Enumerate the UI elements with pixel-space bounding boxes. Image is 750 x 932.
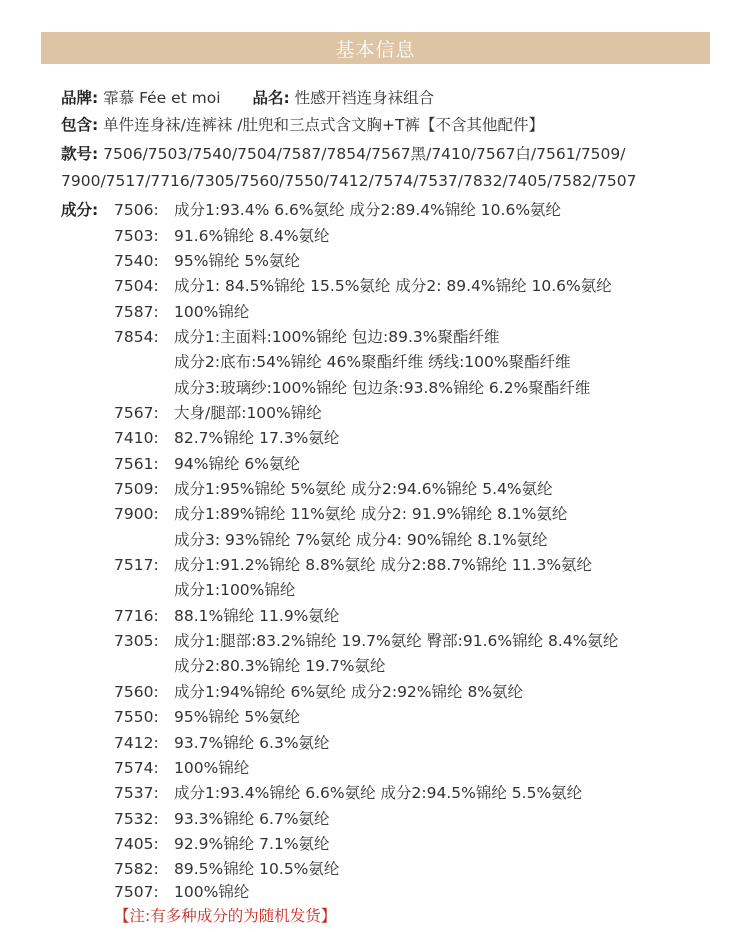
composition-text: 成分1: 84.5%锦纶 15.5%氨纶 成分2: 89.4%锦纶 10.6%氨纶 bbox=[174, 277, 612, 295]
composition-row bbox=[114, 274, 612, 299]
composition-row bbox=[114, 857, 339, 882]
composition-row bbox=[114, 680, 523, 705]
composition-row bbox=[114, 553, 592, 578]
composition-row bbox=[114, 604, 339, 629]
composition-text: 94%锦纶 6%氨纶 bbox=[174, 455, 300, 473]
models-label: 款号: bbox=[61, 145, 99, 163]
composition-row bbox=[114, 401, 322, 426]
composition-row bbox=[114, 452, 300, 477]
product-name-value: 性感开裆连身袜组合 bbox=[294, 89, 435, 107]
model-code: 7854: bbox=[114, 328, 159, 346]
composition-text: 100%锦纶 bbox=[174, 759, 250, 777]
section-title: 基本信息 bbox=[335, 38, 416, 61]
composition-text: 成分1:主面料:100%锦纶 包边:89.3%聚酯纤维 bbox=[174, 328, 500, 346]
composition-text: 成分1:89%锦纶 11%氨纶 成分2: 91.9%锦纶 8.1%氨纶 bbox=[174, 505, 568, 523]
composition-text: 95%锦纶 5%氨纶 bbox=[174, 708, 300, 726]
model-code: 7537: bbox=[114, 784, 159, 802]
composition-text: 100%锦纶 bbox=[174, 883, 250, 901]
product-name-label: 品名: bbox=[252, 89, 290, 107]
composition-row bbox=[114, 880, 249, 905]
composition-text: 成分1:94%锦纶 6%氨纶 成分2:92%锦纶 8%氨纶 bbox=[174, 683, 524, 701]
composition-text: 91.6%锦纶 8.4%氨纶 bbox=[174, 227, 330, 245]
models-value-line1: 7506/7503/7540/7504/7587/7854/7567黑/7410/7567白/7561/7509/ bbox=[103, 145, 626, 163]
model-code: 7560: bbox=[114, 683, 159, 701]
model-code: 7900: bbox=[114, 505, 159, 523]
model-code: 7582: bbox=[114, 860, 159, 878]
model-code: 7509: bbox=[114, 480, 159, 498]
contents-value: 单件连身袜/连裤袜 /肚兜和三点式含文胸+T裤【不含其他配件】 bbox=[103, 116, 544, 134]
composition-row bbox=[114, 249, 300, 274]
model-code: 7517: bbox=[114, 556, 159, 574]
composition-row bbox=[114, 325, 500, 350]
composition-row bbox=[114, 426, 339, 451]
section-title-banner bbox=[41, 32, 710, 64]
composition-text: 成分1:91.2%锦纶 8.8%氨纶 成分2:88.7%锦纶 11.3%氨纶 bbox=[174, 556, 593, 574]
composition-row bbox=[114, 781, 582, 806]
composition-row bbox=[114, 832, 330, 857]
composition-text: 100%锦纶 bbox=[174, 303, 250, 321]
model-code: 7716: bbox=[114, 607, 159, 625]
composition-row bbox=[114, 629, 618, 654]
model-code: 7503: bbox=[114, 227, 159, 245]
composition-row bbox=[114, 756, 249, 781]
contents-label: 包含: bbox=[61, 116, 99, 134]
composition-row bbox=[114, 477, 553, 502]
composition-text: 89.5%锦纶 10.5%氨纶 bbox=[174, 860, 340, 878]
model-code: 7506: bbox=[114, 201, 159, 219]
composition-continuation: 成分3: 93%锦纶 7%氨纶 成分4: 90%锦纶 8.1%氨纶 bbox=[174, 531, 548, 549]
composition-text: 88.1%锦纶 11.9%氨纶 bbox=[174, 607, 340, 625]
composition-continuation: 成分2:80.3%锦纶 19.7%氨纶 bbox=[174, 657, 386, 675]
model-code: 7587: bbox=[114, 303, 159, 321]
composition-label: 成分: bbox=[61, 201, 99, 219]
brand-value: 霏慕 Fée et moi bbox=[103, 89, 221, 107]
model-code: 7305: bbox=[114, 632, 159, 650]
model-code: 7410: bbox=[114, 429, 159, 447]
model-code: 7507: bbox=[114, 883, 159, 901]
composition-continuation: 成分2:底布:54%锦纶 46%聚酯纤维 绣线:100%聚酯纤维 bbox=[174, 353, 571, 371]
model-code: 7574: bbox=[114, 759, 159, 777]
model-code: 7504: bbox=[114, 277, 159, 295]
composition-text: 成分1:93.4%锦纶 6.6%氨纶 成分2:94.5%锦纶 5.5%氨纶 bbox=[174, 784, 583, 802]
composition-row bbox=[114, 502, 567, 527]
composition-text: 93.7%锦纶 6.3%氨纶 bbox=[174, 734, 330, 752]
models-line-2 bbox=[61, 169, 636, 194]
composition-continuation: 成分1:100%锦纶 bbox=[174, 581, 296, 599]
composition-row bbox=[114, 300, 249, 325]
composition-text: 成分1:93.4% 6.6%氨纶 成分2:89.4%锦纶 10.6%氨纶 bbox=[174, 201, 562, 219]
model-code: 7532: bbox=[114, 810, 159, 828]
brand-line bbox=[61, 86, 434, 111]
composition-row bbox=[114, 807, 330, 832]
composition-row bbox=[114, 705, 300, 730]
composition-text: 82.7%锦纶 17.3%氨纶 bbox=[174, 429, 340, 447]
model-code: 7550: bbox=[114, 708, 159, 726]
composition-row bbox=[114, 731, 330, 756]
composition-text: 95%锦纶 5%氨纶 bbox=[174, 252, 300, 270]
composition-continuation: 成分3:玻璃纱:100%锦纶 包边条:93.8%锦纶 6.2%聚酯纤维 bbox=[174, 379, 591, 397]
model-code: 7561: bbox=[114, 455, 159, 473]
model-code: 7540: bbox=[114, 252, 159, 270]
composition-text: 成分1:腿部:83.2%锦纶 19.7%氨纶 臀部:91.6%锦纶 8.4%氨纶 bbox=[174, 632, 619, 650]
models-line bbox=[61, 142, 626, 167]
composition-text: 93.3%锦纶 6.7%氨纶 bbox=[174, 810, 330, 828]
composition-text: 成分1:95%锦纶 5%氨纶 成分2:94.6%锦纶 5.4%氨纶 bbox=[174, 480, 553, 498]
composition-text: 大身/腿部:100%锦纶 bbox=[174, 404, 322, 422]
composition-row bbox=[114, 198, 561, 223]
random-shipping-note: 【注:有多种成分的为随机发货】 bbox=[114, 907, 337, 925]
models-value-line2: 7900/7517/7716/7305/7560/7550/7412/7574/7537/7832/7405/7582/7507 bbox=[61, 172, 637, 190]
brand-label: 品牌: bbox=[61, 89, 99, 107]
model-code: 7567: bbox=[114, 404, 159, 422]
model-code: 7412: bbox=[114, 734, 159, 752]
composition-text: 92.9%锦纶 7.1%氨纶 bbox=[174, 835, 330, 853]
model-code: 7405: bbox=[114, 835, 159, 853]
composition-row bbox=[114, 224, 330, 249]
contents-line bbox=[61, 113, 544, 138]
